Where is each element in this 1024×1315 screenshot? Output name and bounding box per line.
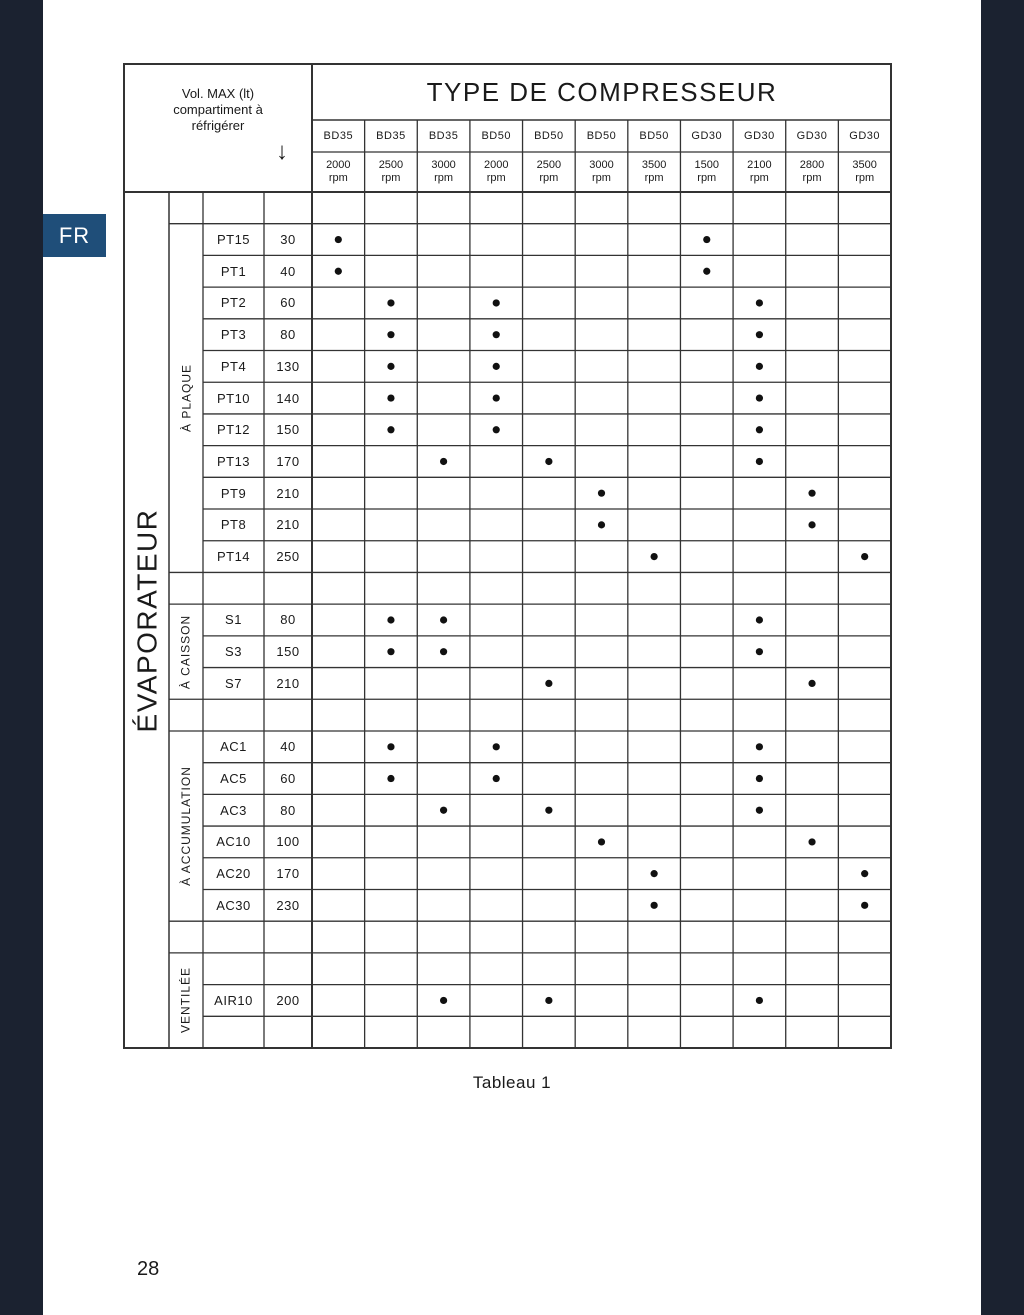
evaporator-model: PT12 [216,422,251,438]
compressor-rpm-header [523,152,576,192]
compressor-rpm-value: 3500 [641,159,667,171]
evaporator-model: PT4 [220,358,247,374]
compressor-rpm-unit: rpm [486,172,506,184]
compressor-rpm-value: 2500 [536,159,562,171]
compatibility-dot [808,838,815,845]
compressor-rpm-value: 1500 [694,159,719,171]
max-volume: 80 [280,802,296,818]
compatibility-dot [756,458,763,465]
compressor-rpm-unit: rpm [592,172,611,184]
evaporator-model: AIR10 [214,992,253,1008]
evaporator-model: AC30 [216,897,251,913]
compatibility-dot [545,997,552,1004]
compatibility-dot [387,426,394,433]
evaporator-group-label: À ACCUMULATION [178,766,193,886]
evaporator-model: PT1 [220,263,247,279]
compressor-rpm-header [365,152,418,192]
evaporator-model: PT2 [220,295,247,311]
compatibility-dot [703,268,710,275]
volume-header-line: réfrigérer [191,118,245,133]
max-volume: 230 [276,897,300,913]
volume-header [150,86,286,134]
compatibility-dot [756,299,763,306]
compatibility-dot [808,521,815,528]
max-volume: 30 [280,232,296,248]
compressor-rpm-value: 3500 [852,159,877,171]
compatibility-dot [493,426,500,433]
compressor-rpm-header [628,152,681,192]
max-volume: 40 [280,739,296,755]
compatibility-dot [387,648,394,655]
compatibility-dot [651,902,658,909]
down-arrow-icon: ↓ [276,138,288,165]
max-volume: 40 [280,263,296,279]
compatibility-dot [598,521,605,528]
compatibility-dot [756,394,763,401]
compressor-rpm-unit: rpm [644,172,664,184]
evaporator-model: PT8 [220,517,247,533]
compressor-rpm-header [312,152,365,192]
compatibility-dot [651,553,658,560]
compatibility-dot [387,363,394,370]
compatibility-dot [756,648,763,655]
compatibility-dot [335,236,342,243]
compressor-rpm-unit: rpm [434,172,454,184]
compatibility-dot [756,426,763,433]
compressor-model-header: GD30 [691,130,723,142]
compatibility-dot [440,616,447,623]
page-number: 28 [137,1258,160,1280]
max-volume: 80 [280,612,296,628]
evaporator-model: AC10 [216,834,251,850]
compatibility-dot [440,458,447,465]
compatibility-dot [756,743,763,750]
compatibility-dot [493,775,500,782]
max-volume: 130 [276,358,300,374]
max-volume: 60 [280,771,296,786]
compressor-rpm-header [680,152,733,192]
compatibility-dot [861,870,868,877]
compatibility-dot [545,807,552,814]
compressor-model-header: GD30 [849,130,881,142]
compressor-rpm-header [470,152,523,192]
max-volume: 200 [276,992,300,1008]
compatibility-dot [651,870,658,877]
compatibility-dot [387,331,394,338]
compatibility-dot [703,236,710,243]
compatibility-dot [756,331,763,338]
compressor-rpm-header [838,152,891,192]
compatibility-dot [387,775,394,782]
max-volume: 210 [276,675,300,691]
compatibility-dot [440,997,447,1004]
compressor-model-header: BD50 [639,130,669,142]
evaporator-model: AC1 [220,739,247,755]
evaporator-model: S1 [225,612,242,628]
evaporator-model: PT15 [216,232,251,248]
compatibility-dot [387,616,394,623]
max-volume: 210 [276,517,300,533]
compatibility-dot [387,394,394,401]
compressor-model-header: BD35 [376,130,406,142]
evaporator-model: PT14 [216,549,251,565]
compressor-model-header: BD50 [481,130,511,142]
compatibility-dot [387,743,394,750]
compressor-rpm-value: 2100 [747,159,772,171]
compatibility-dot [756,363,763,370]
compatibility-dot [493,743,500,750]
compatibility-dot [861,553,868,560]
max-volume: 250 [276,549,300,565]
compatibility-dot [756,616,763,623]
compressor-model-header: BD35 [323,130,354,142]
compressor-rpm-value: 2500 [378,159,404,171]
compatibility-dot [493,331,500,338]
evaporator-model: PT9 [220,485,247,501]
compressor-rpm-value: 3000 [431,159,456,171]
compatibility-dot [545,680,552,687]
evaporator-model: PT3 [220,327,247,343]
compatibility-dot [387,299,394,306]
max-volume: 80 [280,327,296,343]
compatibility-dot [493,363,500,370]
compressor-rpm-unit: rpm [855,172,875,184]
compressor-rpm-value: 2000 [326,159,351,171]
compressor-rpm-unit: rpm [539,172,559,184]
evaporator-model: PT10 [216,390,251,406]
evaporator-group-label: À CAISSON [178,614,193,689]
table-title: TYPE DE COMPRESSEUR [426,77,778,107]
volume-header-line: Vol. MAX (lt) [181,86,255,101]
compatibility-dot [493,394,500,401]
evaporator-group-label: À PLAQUE [178,364,193,433]
compressor-rpm-header [417,152,470,192]
max-volume: 100 [276,834,300,850]
compressor-rpm-unit: rpm [802,172,822,184]
table-caption: Tableau 1 [472,1073,552,1092]
compressor-rpm-header [575,152,628,192]
evaporator-model: S7 [225,675,242,691]
compressor-model-header: GD30 [796,130,828,142]
compatibility-dot [440,807,447,814]
compressor-rpm-value: 2000 [483,159,509,171]
compatibility-dot [598,490,605,497]
compressor-model-header: GD30 [744,130,775,142]
compatibility-dot [808,490,815,497]
compatibility-dot [440,648,447,655]
compatibility-dot [545,458,552,465]
evaporator-model: AC20 [216,866,251,882]
compatibility-dot [335,268,342,275]
compressor-rpm-header [733,152,786,192]
evaporator-side-label: ÉVAPORATEUR [130,508,162,732]
compressor-rpm-value: 2800 [799,159,825,171]
max-volume: 210 [276,485,300,501]
compatibility-dot [756,775,763,782]
compressor-model-header: BD50 [534,130,564,142]
compressor-rpm-header [786,152,839,192]
compatibility-dot [493,299,500,306]
language-tab: FR [43,214,106,257]
max-volume: 150 [276,644,300,660]
max-volume: 170 [276,453,300,469]
max-volume: 60 [280,295,296,311]
evaporator-model: PT13 [216,453,251,469]
compressor-rpm-unit: rpm [328,172,348,184]
evaporator-model: AC5 [220,771,247,786]
compressor-rpm-unit: rpm [697,172,717,184]
compatibility-dot [598,838,605,845]
compatibility-dot [756,997,763,1004]
compatibility-dot [861,902,868,909]
compressor-rpm-value: 3000 [589,159,614,171]
evaporator-model: S3 [225,644,242,660]
compressor-model-header: BD35 [428,130,459,142]
evaporator-model: AC3 [220,802,247,818]
compatibility-dot [808,680,815,687]
evaporator-group-label: VENTILÉE [178,967,193,1034]
compressor-model-header: BD50 [586,130,617,142]
compressor-rpm-unit: rpm [749,172,769,184]
compressor-rpm-unit: rpm [381,172,401,184]
max-volume: 170 [276,866,300,882]
max-volume: 140 [276,390,300,406]
compatibility-dot [756,807,763,814]
max-volume: 150 [276,422,300,438]
volume-header-line: compartiment à [173,102,263,117]
